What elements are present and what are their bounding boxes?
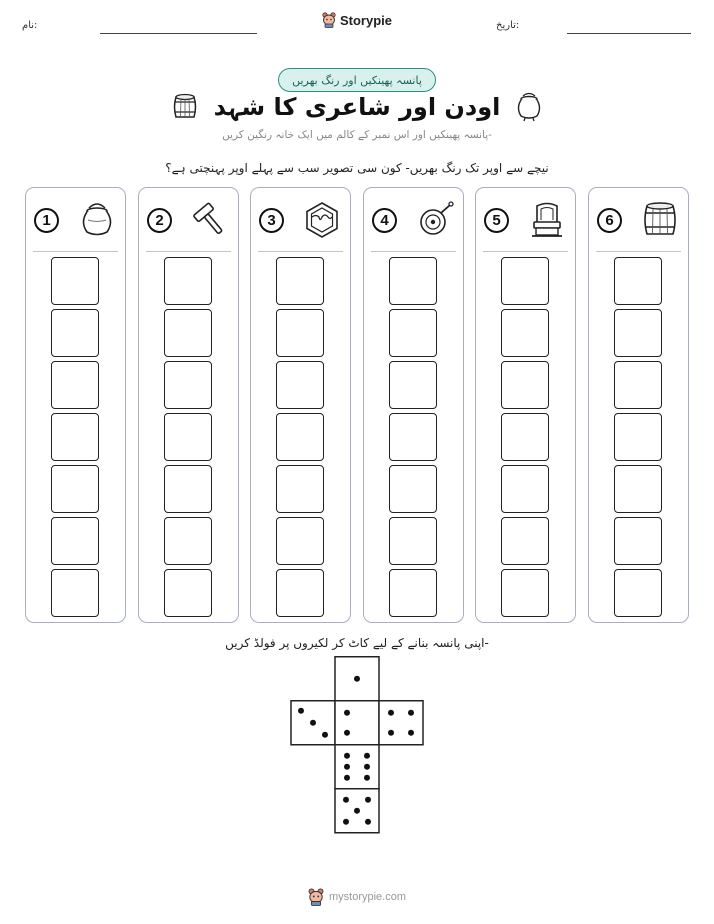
column-divider — [258, 251, 343, 252]
color-box[interactable] — [51, 465, 99, 513]
color-box[interactable] — [51, 309, 99, 357]
color-box[interactable] — [501, 569, 549, 617]
color-box[interactable] — [614, 465, 662, 513]
dice-face-4 — [379, 701, 423, 745]
column-3 — [250, 187, 351, 623]
column-1 — [25, 187, 126, 623]
column-divider — [33, 251, 118, 252]
color-box[interactable] — [614, 361, 662, 409]
color-box[interactable] — [614, 569, 662, 617]
column-divider — [146, 251, 231, 252]
color-box[interactable] — [389, 361, 437, 409]
color-box[interactable] — [614, 413, 662, 461]
color-box[interactable] — [389, 309, 437, 357]
dice-face-2 — [335, 701, 379, 745]
column-divider — [371, 251, 456, 252]
dice-face-6 — [335, 745, 379, 789]
color-box[interactable] — [51, 569, 99, 617]
column-2 — [138, 187, 239, 623]
color-box[interactable] — [51, 413, 99, 461]
column-divider — [596, 251, 681, 252]
column-number: 5 — [484, 208, 509, 233]
hammer-icon — [190, 200, 230, 240]
activity-pill: پانسہ پھینکیں اور رنگ بھریں — [278, 68, 436, 92]
color-box[interactable] — [51, 517, 99, 565]
column-divider — [483, 251, 568, 252]
name-label: نام: — [22, 20, 38, 31]
mascot-icon — [308, 888, 324, 906]
color-box[interactable] — [51, 361, 99, 409]
color-box[interactable] — [389, 517, 437, 565]
honey-icon — [302, 200, 342, 240]
pot-icon — [77, 200, 117, 240]
color-box[interactable] — [276, 517, 324, 565]
mascot-icon — [322, 12, 336, 28]
name-line[interactable] — [100, 33, 257, 34]
color-box[interactable] — [164, 309, 212, 357]
color-box[interactable] — [276, 361, 324, 409]
color-box[interactable] — [164, 361, 212, 409]
column-5 — [475, 187, 576, 623]
color-box[interactable] — [164, 569, 212, 617]
page-subtitle: پانسہ پھینکیں اور اس نمبر کے کالم میں ایک خانہ رنگین کریں- — [222, 129, 492, 141]
dice-net[interactable] — [290, 656, 425, 836]
color-box[interactable] — [501, 361, 549, 409]
pot-icon — [514, 92, 544, 122]
column-number: 6 — [597, 208, 622, 233]
color-box[interactable] — [501, 465, 549, 513]
cut-fold-instruction: اپنی پانسہ بنانے کے لیے کاٹ کر لکیروں پر فولڈ کریں- — [225, 636, 489, 650]
footer-url[interactable]: mystorypie.com — [328, 891, 407, 903]
color-box[interactable] — [614, 309, 662, 357]
brand-logo — [0, 12, 714, 28]
color-box[interactable] — [389, 465, 437, 513]
column-6 — [588, 187, 689, 623]
color-box[interactable] — [501, 517, 549, 565]
footer — [0, 888, 714, 906]
column-number: 2 — [147, 208, 172, 233]
color-box[interactable] — [389, 257, 437, 305]
question-text: نیچے سے اوپر تک رنگ بھریں- کون سی تصویر سب سے پہلے اوپر پہنچتی ہے؟ — [165, 161, 549, 175]
color-box[interactable] — [501, 309, 549, 357]
date-line[interactable] — [567, 33, 691, 34]
page-title: اودن اور شاعری کا شہد — [213, 93, 501, 121]
throne-icon — [527, 200, 567, 240]
color-box[interactable] — [164, 257, 212, 305]
color-box[interactable] — [276, 465, 324, 513]
color-box[interactable] — [276, 257, 324, 305]
color-box[interactable] — [276, 413, 324, 461]
color-box[interactable] — [164, 413, 212, 461]
date-label: تاریخ: — [496, 20, 520, 31]
color-box[interactable] — [501, 257, 549, 305]
brand-name: Storypie — [339, 12, 392, 28]
column-4 — [363, 187, 464, 623]
color-box[interactable] — [501, 413, 549, 461]
barrel-icon — [640, 200, 680, 240]
color-box[interactable] — [389, 569, 437, 617]
color-box[interactable] — [51, 257, 99, 305]
color-box[interactable] — [276, 569, 324, 617]
color-box[interactable] — [389, 413, 437, 461]
spinning-wheel-icon — [415, 200, 455, 240]
barrel-icon — [170, 92, 200, 122]
color-box[interactable] — [614, 257, 662, 305]
column-number: 3 — [259, 208, 284, 233]
column-number: 4 — [372, 208, 397, 233]
color-box[interactable] — [614, 517, 662, 565]
column-number: 1 — [34, 208, 59, 233]
color-box[interactable] — [164, 517, 212, 565]
color-box[interactable] — [276, 309, 324, 357]
color-box[interactable] — [164, 465, 212, 513]
